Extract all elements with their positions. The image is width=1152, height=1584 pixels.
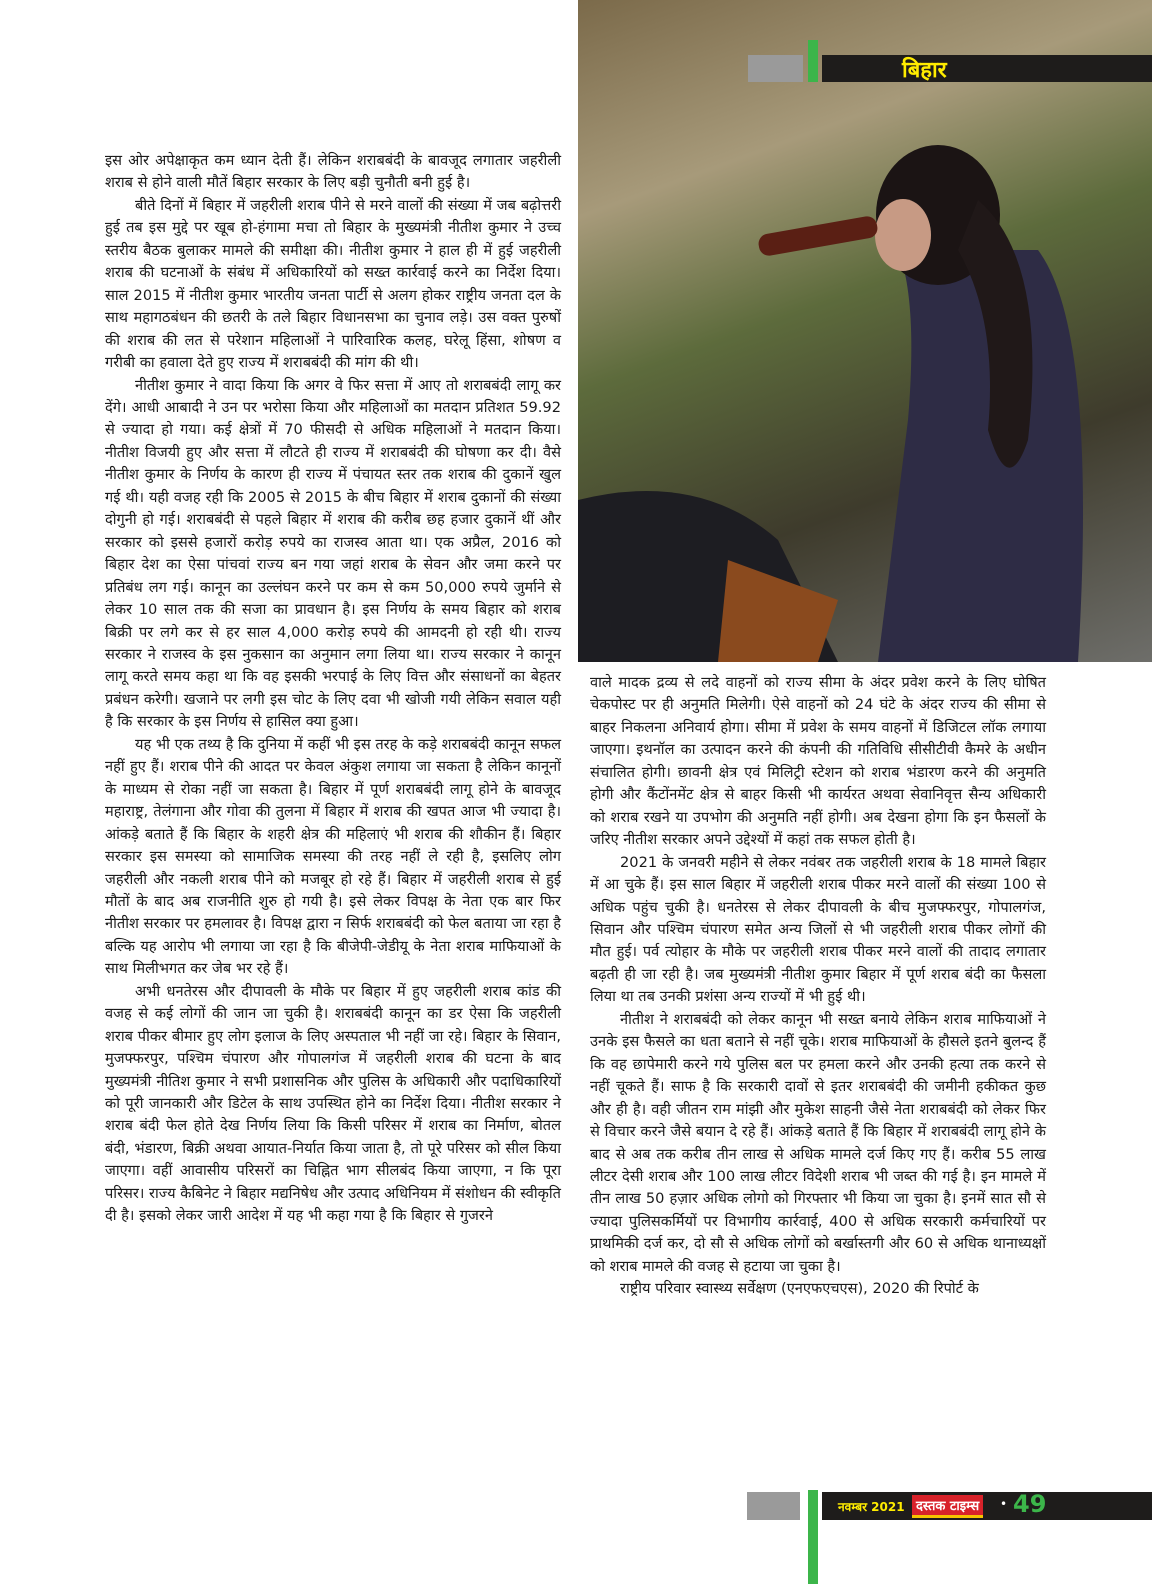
footer-green-stripe [808,1490,818,1584]
header-green-stripe [808,40,818,82]
paragraph: अभी धनतेरस और दीपावली के मौके पर बिहार में हुए जहरीली शराब कांड की वजह से कई लोगों की जान जा चुकी है। शराबबंदी कानून का डर ऐसा कि जहरीली शराब पीकर बीमार हुए लोग इलाज के लिए अस्पताल भी नहीं जा रहे। बिहार के सिवान, मुजफ्फरपुर, पश्चिम चंपारण और गोपालगंज में जहरीली शराब की घटना के बाद मुख्यमंत्री नीतिश कुमार ने सभी प्रशासनिक और पुलिस के अधिकारी और पदाधिकारियों को पूरी जानकारी और डिटेल के साथ उपस्थित होने का निर्देश दिया। नीतीश सरकार ने शराब बंदी फेल होते देख निर्णय लिया कि किसी परिसर में शराब का निर्माण, बोतल बंदी, भंडारण, बिक्री अथवा आयात-निर्यात किया जाता है, तो पूरे परिसर को सील किया जाएगा। वहीं आवासीय परिसरों का चिह्नित भाग सीलबंद किया जाएगा, न कि पूरा परिसर। राज्य कैबिनेट ने बिहार मद्यनिषेध और उत्पाद अधिनियम में संशोधन की स्वीकृति दी है। इसको लेकर जारी आदेश में यह भी कहा गया है कि बिहार से गुजरने [105,982,561,1225]
footer-gray-block [747,1492,800,1520]
article-photo [578,0,1152,662]
page-number: 49 [1013,1490,1047,1518]
article-column-left [105,150,561,1228]
separator-dot: • [1000,1497,1008,1511]
section-title: बिहार [902,58,947,83]
header-gray-block [748,55,803,82]
article-column-right [590,672,1046,1301]
woman-drinking-photo-icon [578,0,1152,662]
magazine-logo: दस्तक टाइम्स [912,1495,983,1518]
paragraph: 2021 के जनवरी महीने से लेकर नवंबर तक जहरीली शराब के 18 मामले बिहार में आ चुके हैं। इस साल बिहार में जहरीली शराब पीकर मरने वालों की संख्या 100 से अधिक पहुंच चुकी है। धनतेरस से लेकर दीपावली के बीच मुजफ्फरपुर, गोपालगंज, सिवान और पश्चिम चंपारण समेत अन्य जिलों से भी जहरीली शराब पीकर लोगों की मौत हुई। पर्व त्योहार के मौके पर जहरीली शराब पीकर मरने वालों की तादाद लगातार बढ़ती ही जा रही है। जब मुख्यमंत्री नीतीश कुमार बिहार में पूर्ण शराब बंदी का फैसला लिया था तब उनकी प्रशंसा अन्य राज्यों में भी हुई थी। [590,853,1046,1006]
paragraph: नीतीश कुमार ने वादा किया कि अगर वे फिर सत्ता में आए तो शराबबंदी लागू कर देंगे। आधी आबादी ने उन पर भरोसा किया और महिलाओं का मतदान प्रतिशत 59.92 से ज्यादा हो गया। कई क्षेत्रों में 70 फीसदी से अधिक महिलाओं ने मतदान किया। नीतीश विजयी हुए और सत्ता में लौटते ही राज्य में शराबबंदी की घोषणा कर दी। वैसे नीतीश कुमार के निर्णय के कारण ही राज्य में पंचायत स्तर तक शराब की दुकानें खुल गई थी। यही वजह रही कि 2005 से 2015 के बीच बिहार में शराब दुकानों की संख्या दोगुनी हो गई। शराबबंदी से पहले बिहार में शराब की करीब छह हजार दुकानें थीं और सरकार को इससे हजारों करोड़ रुपये का राजस्व आता था। एक अप्रैल, 2016 को बिहार देश का ऐसा पांचवां राज्य बन गया जहां शराब के सेवन और जमा करने पर प्रतिबंध लग गई। कानून का उल्लंघन करने पर कम से कम 50,000 रुपये जुर्माने से लेकर 10 साल तक की सजा का प्रावधान है। इस निर्णय के समय बिहार को शराब बिक्री पर लगे कर से हर साल 4,000 करोड़ रुपये की आमदनी हो रही थी। राज्य सरकार ने राजस्व के इस नुकसान का अनुमान लगा लिया था। राज्य सरकार ने कानून लागू करते समय कहा था कि वह इसकी भरपाई के लिए वित्त और संसाधनों का बेहतर प्रबंधन करेगी। खजाने पर लगी इस चोट के लिए दवा भी खोजी गयी लेकिन सवाल यही है कि सरकार के इस निर्णय से हासिल क्या हुआ। [105,376,561,731]
paragraph: यह भी एक तथ्य है कि दुनिया में कहीं भी इस तरह के कड़े शराबबंदी कानून सफल नहीं हुए हैं। शराब पीने की आदत पर केवल अंकुश लगाया जा सकता है लेकिन कानूनों के माध्यम से रोका नहीं जा सकता है। बिहार में पूर्ण शराबबंदी लागू होने के बावजूद महाराष्ट्र, तेलंगाना और गोवा की तुलना में बिहार में शराब की खपत आज भी ज्यादा है। आंकड़े बताते हैं कि बिहार के शहरी क्षेत्र की महिलाएं भी शराब की शौकीन हैं। बिहार सरकार इस समस्या को सामाजिक समस्या की तरह नहीं ले रही है, इसलिए लोग जहरीली और नकली शराब पीने को मजबूर हो रहे हैं। बिहार में जहरीली शराब से हुई मौतों के बाद अब राजनीति शुरु हो गयी है। इसे लेकर विपक्ष के नेता एक बार फिर नीतीश सरकार पर हमलावर है। विपक्ष द्वारा न सिर्फ शराबबंदी को फेल बताया जा रहा है बल्कि यह आरोप भी लगाया जा रहा है कि बीजेपी-जेडीयू के नेता शराब माफियाओं के साथ मिलीभगत कर जेब भर रहे हैं। [105,735,561,978]
paragraph: राष्ट्रीय परिवार स्वास्थ्य सर्वेक्षण (एनएफएचएस), 2020 की रिपोर्ट के [620,1280,979,1298]
issue-date: नवम्बर 2021 [838,1500,905,1514]
paragraph: इस ओर अपेक्षाकृत कम ध्यान देती हैं। लेकिन शराबबंदी के बावजूद लगातार जहरीली शराब से होने वाली मौतें बिहार सरकार के लिए बड़ी चुनौती बनी हुई है। [105,152,561,192]
paragraph: नीतीश ने शराबबंदी को लेकर कानून भी सख्त बनाये लेकिन शराब माफियाओं ने उनके इस फैसले का धता बताने से नहीं चूके। शराब माफियाओं के हौसले इतने बुलन्द हैं कि वह छापेमारी करने गये पुलिस बल पर हमला करने और उनकी हत्या तक करने से नहीं चूकते हैं। साफ है कि सरकारी दावों से इतर शराबबंदी की जमीनी हकीकत कुछ और ही है। वही जीतन राम मांझी और मुकेश साहनी जैसे नेता शराबबंदी को लेकर फिर से विचार करने जैसे बयान दे रहे हैं। आंकड़े बताते हैं कि बिहार में शराबबंदी लागू होने के बाद से अब तक करीब तीन लाख से अधिक मामले दर्ज किए गए हैं। करीब 55 लाख लीटर देसी शराब और 100 लाख लीटर विदेशी शराब भी जब्त की गई है। इन मामले में तीन लाख 50 हज़ार अधिक लोगो को गिरफ्तार भी किया जा चुका है। इनमें सात सौ से ज्यादा पुलिसकर्मियों पर विभागीय कार्रवाई, 400 से अधिक सरकारी कर्मचारियों पर प्राथमिकी दर्ज कर, दो सौ से अधिक लोगों को बर्खास्तगी और 60 से अधिक थानाध्यक्षों को शराब मामले की वजह से हटाया जा चुका है। [590,1010,1046,1275]
section-header-bar [822,55,1152,82]
paragraph: वाले मादक द्रव्य से लदे वाहनों को राज्य सीमा के अंदर प्रवेश करने के लिए घोषित चेकपोस्ट पर ही अनुमति मिलेगी। ऐसे वाहनों को 24 घंटे के अंदर राज्य की सीमा से बाहर निकलना अनिवार्य होगा। सीमा में प्रवेश के समय वाहनों में डिजिटल लॉक लगाया जाएगा। इथनॉल का उत्पादन करने की कंपनी की गतिविधि सीसीटीवी कैमरे के अधीन संचालित होगी। छावनी क्षेत्र एवं मिलिट्री स्टेशन को शराब भंडारण करने की अनुमति होगी और कैंटोंनमेंट क्षेत्र से बाहर किसी भी कार्यरत अथवा सेवानिवृत्त सैन्य अधिकारी को शराब रखने या उपभोग की अनुमति नहीं होगी। अब देखना होगा कि इन फैसलों के जरिए नीतीश सरकार अपने उद्देश्यों में कहां तक सफल होती है। [590,674,1046,849]
paragraph: बीते दिनों में बिहार में जहरीली शराब पीने से मरने वालों की संख्या में जब बढ़ोत्तरी हुई तब इस मुद्दे पर खूब हो-हंगामा मचा तो बिहार के मुख्यमंत्री नीतीश कुमार ने उच्च स्तरीय बैठक बुलाकर मामले की समीक्षा की। नीतीश कुमार ने हाल ही में हुई जहरीली शराब की घटनाओं के संबंध में अधिकारियों को सख्त कार्रवाई करने का निर्देश दिया। साल 2015 में नीतीश कुमार भारतीय जनता पार्टी से अलग होकर राष्ट्रीय जनता दल के साथ महागठबंधन की छतरी के तले बिहार विधानसभा का चुनाव लड़े। उस वक्त पुरुषों की शराब की लत से परेशान महिलाओं ने पारिवारिक कलह, घरेलू हिंसा, शोषण व गरीबी का हवाला देते हुए राज्य में शराबबंदी की मांग की थी। [105,196,561,372]
